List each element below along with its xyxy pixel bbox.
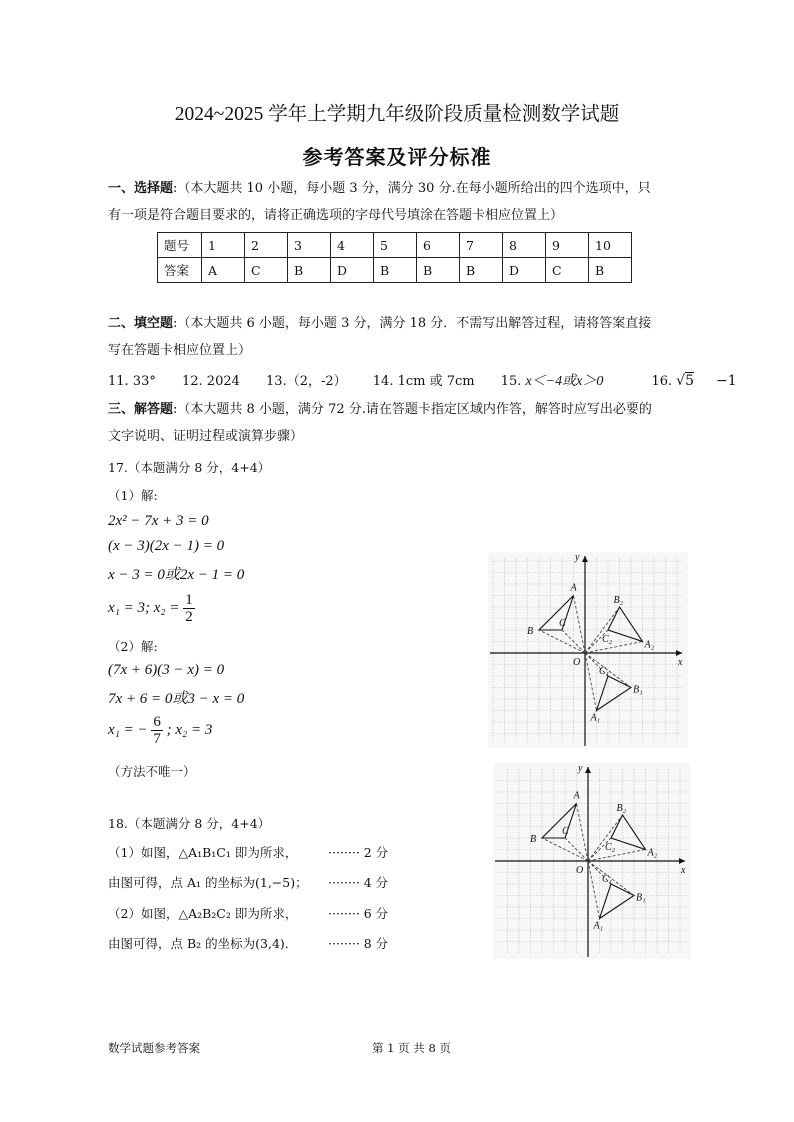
label-b: B bbox=[530, 834, 537, 845]
q17-eq7-a: x₁ = − bbox=[108, 721, 148, 738]
q18-score1: ········ 2 分 bbox=[328, 845, 389, 860]
q17-note: （方法不唯一） bbox=[108, 764, 196, 779]
answer-13: 13.（2，-2） bbox=[266, 374, 347, 389]
table-cell: 7 bbox=[460, 233, 503, 258]
label-c2: C₂ bbox=[602, 634, 613, 645]
label-origin: O bbox=[573, 657, 581, 668]
table-cell: 2 bbox=[245, 233, 288, 258]
answer-16-number: 16. bbox=[651, 374, 673, 389]
table-cell: D bbox=[503, 258, 546, 283]
section2-text2: 写在答题卡相应位置上） bbox=[108, 343, 252, 358]
label-c: C bbox=[562, 826, 569, 837]
table-cell: 10 bbox=[589, 233, 632, 258]
answer-16: √5 −1 bbox=[676, 373, 737, 389]
table-cell: B bbox=[417, 258, 460, 283]
q17-title: 17.（本题满分 8 分，4+4） bbox=[108, 460, 271, 475]
table-cell: 1 bbox=[202, 233, 245, 258]
fraction-numerator: 1 bbox=[185, 592, 193, 608]
answer-11: 11. 33° bbox=[108, 374, 156, 389]
table-cell: 3 bbox=[288, 233, 331, 258]
label-b: B bbox=[527, 626, 534, 637]
table-cell: B bbox=[460, 258, 503, 283]
q17-eq6: 7x + 6 = 0或3 − x = 0 bbox=[108, 691, 245, 707]
label-c1: C₁ bbox=[599, 666, 610, 677]
section2-intro bbox=[108, 310, 688, 364]
label-origin: O bbox=[576, 865, 584, 876]
table-cell: 5 bbox=[374, 233, 417, 258]
q17-eq3: x − 3 = 0或2x − 1 = 0 bbox=[108, 567, 245, 583]
q18-line4: 由图可得，点 B₂ 的坐标为(3,4)． bbox=[108, 936, 298, 951]
table-cell: 9 bbox=[546, 233, 589, 258]
table-cell: B bbox=[589, 258, 632, 283]
footer-left: 数学试题参考答案 bbox=[108, 1041, 200, 1055]
section1-text1: :（本大题共 10 小题，每小题 3 分，满分 30 分.在每小题所给出的四个选项中，只 bbox=[173, 181, 651, 196]
label-c: C bbox=[559, 618, 566, 629]
answer-16-radicand: 5 bbox=[685, 373, 694, 389]
fraction-numerator: 6 bbox=[153, 714, 161, 730]
q18-line1: （1）如图，△A₁B₁C₁ 即为所求， bbox=[108, 845, 298, 860]
table-cell: 4 bbox=[331, 233, 374, 258]
section3-intro bbox=[108, 396, 688, 450]
answer-15-number: 15. bbox=[500, 374, 522, 389]
q18-line3: （2）如图，△A₂B₂C₂ 即为所求， bbox=[108, 906, 298, 921]
q17-eq2: (x − 3)(2x − 1) = 0 bbox=[108, 538, 225, 554]
label-y-axis: y bbox=[578, 763, 583, 774]
table-cell: 8 bbox=[503, 233, 546, 258]
label-b1: B₁ bbox=[633, 684, 643, 696]
table-cell: A bbox=[202, 258, 245, 283]
page-title: 2024~2025 学年上学期九年级阶段质量检测数学试题 bbox=[174, 104, 620, 125]
label-b2: B₂ bbox=[613, 595, 624, 606]
q17-eq4-text: x₁ = 3; x₂ = bbox=[108, 599, 180, 616]
coordinate-figure-top bbox=[488, 552, 688, 748]
q17-eq4 bbox=[108, 592, 195, 625]
fraction bbox=[151, 714, 163, 747]
label-a1: A₁ bbox=[590, 712, 601, 724]
fraction-denominator: 7 bbox=[153, 731, 161, 747]
q17-part1-label: （1）解: bbox=[108, 488, 158, 503]
label-b2: B₂ bbox=[616, 803, 627, 814]
table-row bbox=[158, 258, 632, 283]
figure-background bbox=[488, 552, 688, 748]
table-cell: B bbox=[288, 258, 331, 283]
section2-text1: :（本大题共 6 小题，每小题 3 分，满分 18 分．不需写出解答过程，请将答案直接 bbox=[173, 316, 652, 331]
coordinate-figure-bottom bbox=[493, 763, 691, 959]
fill-answers bbox=[108, 370, 781, 390]
label-a1: A₁ bbox=[593, 920, 604, 932]
table-row bbox=[158, 233, 632, 258]
label-a2: A₂ bbox=[647, 847, 658, 859]
answer-15: x＜−4或x＞0 bbox=[525, 374, 604, 389]
answer-12: 12. 2024 bbox=[182, 374, 240, 389]
page-subtitle: 参考答案及评分标准 bbox=[302, 145, 492, 169]
section3-text1: :（本大题共 8 小题，满分 72 分.请在答题卡指定区域内作答，解答时应写出必要的 bbox=[173, 402, 652, 417]
q17-eq7-b: ; x₂ = 3 bbox=[166, 721, 213, 738]
answer-14: 14. 1cm 或 7cm bbox=[372, 374, 475, 389]
label-y-axis: y bbox=[575, 552, 580, 563]
q17-eq1: 2x² − 7x + 3 = 0 bbox=[108, 513, 209, 529]
row-label-number: 题号 bbox=[158, 233, 202, 258]
q18-score3: ········ 6 分 bbox=[328, 906, 389, 921]
section2-heading: 二、填空题 bbox=[108, 316, 174, 331]
table-cell: D bbox=[331, 258, 374, 283]
section1-heading: 一、选择题 bbox=[108, 181, 174, 196]
section3-heading: 三、解答题 bbox=[108, 402, 174, 417]
table-cell: 6 bbox=[417, 233, 460, 258]
section1-intro bbox=[108, 175, 688, 229]
label-c2: C₂ bbox=[605, 842, 616, 853]
table-cell: C bbox=[546, 258, 589, 283]
q17-eq5: (7x + 6)(3 − x) = 0 bbox=[108, 662, 225, 678]
label-a2: A₂ bbox=[644, 639, 655, 651]
q18-score4: ········ 8 分 bbox=[328, 936, 389, 951]
label-a: A bbox=[570, 582, 577, 594]
row-label-answer: 答案 bbox=[158, 258, 202, 283]
section3-text2: 文字说明、证明过程或演算步骤） bbox=[108, 429, 304, 444]
fraction-denominator: 2 bbox=[185, 609, 193, 625]
label-a: A bbox=[573, 790, 580, 802]
table-cell: C bbox=[245, 258, 288, 283]
q18-title: 18.（本题满分 8 分，4+4） bbox=[108, 816, 271, 831]
answer-table bbox=[157, 232, 632, 283]
fraction bbox=[183, 592, 195, 625]
q18-line2: 由图可得，点 A₁ 的坐标为(1,−5)； bbox=[108, 875, 308, 890]
table-cell: B bbox=[374, 258, 417, 283]
answer-16-post: −1 bbox=[716, 373, 737, 389]
section1-text2: 有一项是符合题目要求的，请将正确选项的字母代号填涂在答题卡相应位置上） bbox=[108, 208, 564, 223]
label-x-axis: x bbox=[681, 865, 686, 876]
footer-page: 第 1 页 共 8 页 bbox=[372, 1041, 451, 1055]
q17-eq7 bbox=[108, 714, 212, 747]
q17-part2-label: （2）解: bbox=[108, 639, 158, 654]
label-x-axis: x bbox=[678, 657, 683, 668]
label-b1: B₁ bbox=[636, 892, 646, 904]
q18-score2: ········ 4 分 bbox=[328, 875, 389, 890]
label-c1: C₁ bbox=[602, 874, 613, 885]
